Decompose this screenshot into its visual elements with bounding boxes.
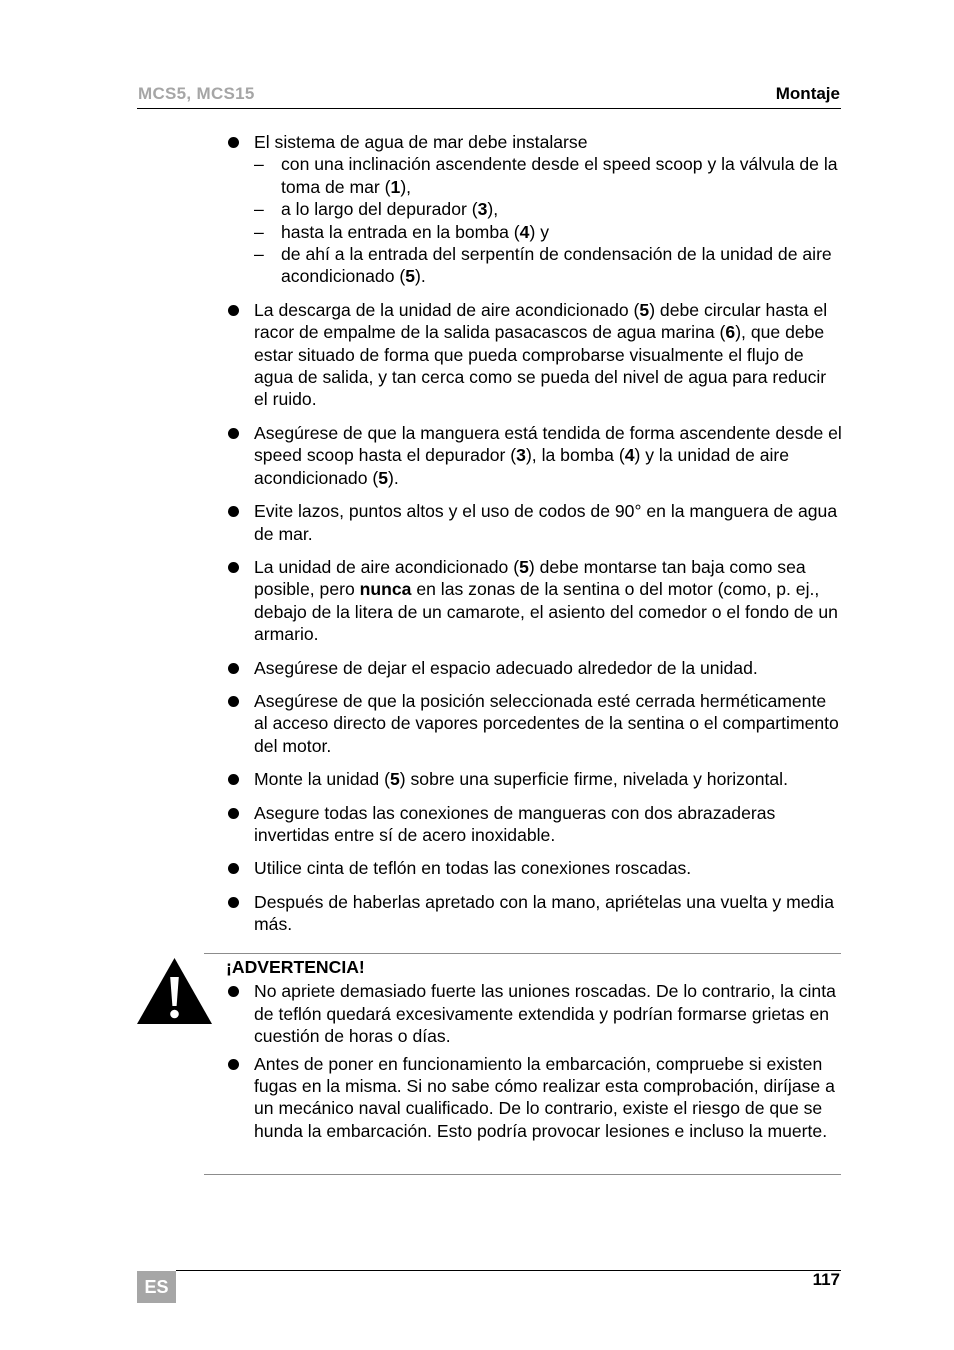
text-run: ) sobre una superficie firme, nivelada y horizontal. <box>399 769 788 790</box>
list-item <box>226 857 842 879</box>
bullet-icon <box>228 1059 239 1070</box>
emphasis-text: 5 <box>639 299 650 320</box>
bullet-icon <box>228 986 239 997</box>
text-run: ), que debe estar situado de forma que pueda comprobarse visualmente el flujo de agua de salida, y tan cerca como se pueda del nivel de agua para reducir el ruido. <box>254 322 827 410</box>
text-run: ), <box>400 176 412 197</box>
bullet-icon <box>228 808 239 819</box>
emphasis-text: 4 <box>624 445 635 466</box>
list-item <box>226 1053 842 1143</box>
bullet-icon <box>228 897 239 908</box>
header-section: Montaje <box>775 84 840 103</box>
bullet-icon <box>228 562 239 573</box>
text-run: a lo largo del depurador ( <box>281 199 478 220</box>
text-run: Asegúrese de que la posición seleccionada esté cerrada herméticamente al acceso directo de vapores porcedentes de la sentina o el compartimento del motor. <box>254 690 839 756</box>
warning-box <box>226 956 842 1147</box>
emphasis-text: 4 <box>519 221 530 242</box>
list-item <box>226 556 842 646</box>
bullet-icon <box>228 696 239 707</box>
text-run: ) y la unidad de aire acondicionado ( <box>254 445 790 488</box>
bullet-icon <box>228 774 239 785</box>
text-run: Utilice cinta de teflón en todas las conexiones roscadas. <box>254 858 692 879</box>
list-item <box>226 802 842 847</box>
dash-marker: – <box>254 154 264 175</box>
warning-triangle-icon <box>136 957 213 1025</box>
text-run: Antes de poner en funcionamiento la embarcación, compruebe si existen fugas en la misma. Si no sabe cómo realizar esta comprobación, diríjase a un mecánico naval cualificado. De lo contrario, existe el riesgo de que se hunda la embarcación. Esto podría provocar lesiones e incluso la muerte. <box>254 1053 835 1141</box>
bullet-icon <box>228 305 239 316</box>
emphasis-text: 6 <box>725 322 736 343</box>
emphasis-text: 5 <box>389 769 400 790</box>
bullet-icon <box>228 863 239 874</box>
text-run: Después de haberlas apretado con la mano, apriételas una vuelta y media más. <box>254 891 834 935</box>
list-item-text <box>254 657 842 679</box>
list-item <box>226 891 842 936</box>
emphasis-text: 5 <box>405 266 416 287</box>
sub-list-item <box>254 221 842 243</box>
warning-bottom-rule <box>204 1174 841 1175</box>
list-item-text <box>254 299 842 411</box>
footer-rule <box>176 1270 841 1271</box>
bullet-icon <box>228 663 239 674</box>
header-rule <box>137 108 841 109</box>
text-run: ), <box>487 199 499 220</box>
text-run: hasta la entrada en la bomba ( <box>281 221 520 242</box>
emphasis-text: 3 <box>516 445 526 466</box>
instructions-list <box>226 131 842 947</box>
list-item-text <box>254 802 842 847</box>
emphasis-text: 5 <box>519 556 529 577</box>
text-run: Asegure todas las conexiones de mangueras con dos abrazaderas invertidas entre sí de acero inoxidable. <box>254 802 776 845</box>
list-item-text <box>254 556 842 646</box>
list-item-text <box>254 422 842 489</box>
page-number: 117 <box>812 1270 840 1289</box>
bullet-icon <box>228 506 239 517</box>
text-run: No apriete demasiado fuerte las uniones roscadas. De lo contrario, la cinta de teflón quedará excesivamente extendida y podrían formarse grietas en cuestión de horas o días. <box>254 981 836 1047</box>
header-model: MCS5, MCS15 <box>138 84 255 103</box>
text-run: ) debe montarse tan baja como sea posible, pero <box>254 556 806 600</box>
warning-title: ¡ADVERTENCIA! <box>226 957 365 977</box>
text-run: ). <box>388 467 399 488</box>
list-item <box>226 299 842 411</box>
emphasis-text: 1 <box>390 176 401 197</box>
dash-marker: – <box>254 221 264 242</box>
list-item-text <box>254 768 842 790</box>
language-badge: ES <box>137 1271 176 1303</box>
list-item-text <box>254 980 842 1047</box>
text-run: El sistema de agua de mar debe instalarse <box>254 132 588 152</box>
warning-top-rule <box>204 953 841 954</box>
dash-marker: – <box>254 244 264 265</box>
emphasis-text: 3 <box>477 199 488 220</box>
bullet-icon <box>228 137 239 148</box>
list-item <box>226 422 842 489</box>
text-run: ) debe circular hasta el racor de empalme de la salida pasacascos de agua marina ( <box>254 299 828 343</box>
list-item <box>226 980 842 1047</box>
bullet-icon <box>228 428 239 439</box>
emphasis-text: nunca <box>359 579 412 600</box>
text-run: con una inclinación ascendente desde el speed scoop y la válvula de la toma de mar ( <box>281 154 838 197</box>
list-item-text <box>254 690 842 757</box>
list-item-text <box>254 500 842 545</box>
text-run: Asegúrese de que la manguera está tendida de forma ascendente desde el speed scoop hasta el depurador ( <box>254 422 842 466</box>
dash-marker: – <box>254 199 264 220</box>
text-run: Asegúrese de dejar el espacio adecuado alrededor de la unidad. <box>254 657 758 678</box>
text-run: ) y <box>529 221 549 242</box>
text-run: La unidad de aire acondicionado ( <box>254 556 520 577</box>
sub-list-item <box>254 243 842 288</box>
list-item-text <box>254 857 842 879</box>
list-item-text <box>254 891 842 936</box>
list-item-text <box>254 1053 842 1143</box>
text-run: en las zonas de la sentina o del motor (como, p. ej., debajo de la litera de un camarote, el asiento del comedor o el fondo de un armario. <box>254 579 838 645</box>
text-run: La descarga de la unidad de aire acondicionado ( <box>254 299 640 320</box>
sub-list-item <box>254 198 842 220</box>
text-run: de ahí a la entrada del serpentín de condensación de la unidad de aire acondicionado ( <box>281 244 832 287</box>
sub-list <box>254 153 842 287</box>
text-run: Monte la unidad ( <box>254 769 390 790</box>
text-run: ), la bomba ( <box>525 445 625 466</box>
list-item <box>226 768 842 790</box>
emphasis-text: 5 <box>378 467 389 488</box>
list-item-text <box>254 131 842 153</box>
text-run: Evite lazos, puntos altos y el uso de codos de 90° en la manguera de agua de mar. <box>254 501 838 544</box>
list-item <box>226 657 842 679</box>
list-item <box>226 500 842 545</box>
text-run: ). <box>415 266 426 287</box>
warning-list <box>226 980 842 1142</box>
list-item <box>226 131 842 288</box>
sub-list-item <box>254 153 842 198</box>
list-item <box>226 690 842 757</box>
